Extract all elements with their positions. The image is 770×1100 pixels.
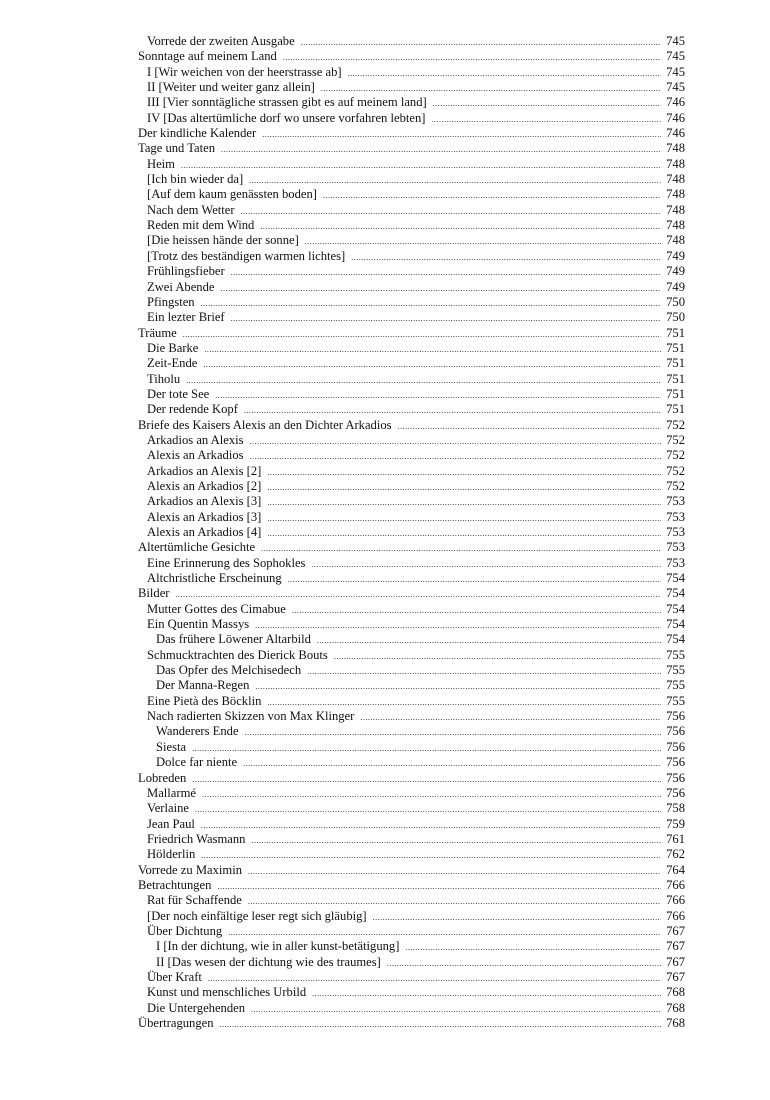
dot-leader (360, 710, 661, 724)
toc-entry (138, 893, 685, 908)
toc-entry-page-number: 745 (666, 64, 685, 79)
toc-entry (138, 111, 685, 126)
toc-entry (138, 218, 685, 233)
toc-entry-title: Zeit-Ende (147, 356, 198, 371)
dot-leader (250, 434, 661, 448)
dot-leader (186, 373, 661, 387)
toc-entry-page-number: 752 (666, 448, 685, 463)
toc-entry-page-number: 751 (666, 386, 685, 401)
toc-entry (138, 571, 685, 586)
toc-entry (138, 464, 685, 479)
toc-entry-page-number: 768 (666, 1016, 685, 1030)
toc-entry-page-number: 753 (666, 509, 685, 524)
toc-entry-title: Arkadios an Alexis [3] (147, 494, 262, 509)
toc-entry-page-number: 748 (666, 202, 685, 217)
dot-leader (195, 802, 661, 816)
toc-entry (138, 249, 685, 264)
toc-entry-title: IV [Das altertümliche dorf wo unsere vorfahren lebten] (147, 110, 426, 125)
toc-entry (138, 49, 685, 64)
toc-entry (138, 494, 685, 509)
dot-leader (221, 281, 662, 295)
toc-entry (138, 1016, 685, 1031)
dot-leader (192, 741, 661, 755)
toc-entry-title: Kunst und menschliches Urbild (147, 985, 307, 1000)
toc-entry (138, 295, 685, 310)
toc-entry (138, 126, 685, 141)
toc-entry-page-number: 751 (666, 356, 685, 371)
dot-leader (249, 173, 661, 187)
dot-leader (262, 127, 661, 141)
toc-entry-title: Eine Erinnerung des Sophokles (147, 555, 306, 570)
toc-entry (138, 786, 685, 801)
toc-entry (138, 586, 685, 601)
toc-entry-title: Der tote See (147, 386, 210, 401)
toc-entry (138, 817, 685, 832)
toc-entry-page-number: 756 (666, 770, 685, 785)
toc-entry-page-number: 753 (666, 540, 685, 555)
toc-entry-page-number: 755 (666, 693, 685, 708)
toc-entry (138, 80, 685, 95)
toc-entry-page-number: 748 (666, 218, 685, 233)
toc-entry-title: Der Manna-Regen (156, 678, 250, 693)
toc-entry-title: Alexis an Arkadios [3] (147, 509, 262, 524)
dot-leader (267, 695, 661, 709)
toc-entry (138, 678, 685, 693)
toc-entry (138, 771, 685, 786)
toc-entry-title: Alexis an Arkadios (147, 448, 244, 463)
toc-entry-title: Pfingsten (147, 294, 195, 309)
toc-entry (138, 909, 685, 924)
toc-entry-title: [Ich bin wieder da] (147, 172, 244, 187)
toc-entry-page-number: 746 (666, 126, 685, 141)
dot-leader (245, 725, 661, 739)
dot-leader (251, 1002, 661, 1016)
toc-entry-page-number: 767 (666, 923, 685, 938)
dot-leader (175, 587, 661, 601)
toc-entry-title: Briefe des Kaisers Alexis an den Dichter Arkadios (138, 417, 392, 432)
toc-entry-page-number: 746 (666, 95, 685, 110)
toc-entry-page-number: 756 (666, 785, 685, 800)
toc-entry (138, 187, 685, 202)
dot-leader (292, 603, 661, 617)
toc-entry-title: Jean Paul (147, 816, 195, 831)
toc-entry (138, 264, 685, 279)
dot-leader (251, 833, 661, 847)
toc-entry-page-number: 754 (666, 632, 685, 647)
toc-entry-page-number: 754 (666, 571, 685, 586)
toc-entry (138, 203, 685, 218)
dot-leader (323, 188, 661, 202)
dot-leader (267, 465, 661, 479)
toc-entry-title: [Trotz des beständigen warmen lichtes] (147, 248, 346, 263)
toc-entry-page-number: 748 (666, 141, 685, 156)
toc-entry-page-number: 745 (666, 80, 685, 95)
toc-entry-page-number: 766 (666, 893, 685, 908)
toc-entry-page-number: 752 (666, 417, 685, 432)
toc-entry-page-number: 764 (666, 862, 685, 877)
toc-entry (138, 310, 685, 325)
dot-leader (398, 419, 661, 433)
toc-entry-page-number: 750 (666, 310, 685, 325)
toc-entry-title: Dolce far niente (156, 755, 238, 770)
toc-entry-page-number: 756 (666, 755, 685, 770)
toc-entry-title: Über Dichtung (147, 923, 223, 938)
toc-entry-page-number: 756 (666, 739, 685, 754)
toc-entry-title: III [Vier sonntägliche strassen gibt es auf meinem land] (147, 95, 427, 110)
toc-entry-page-number: 746 (666, 110, 685, 125)
toc-entry-page-number: 748 (666, 187, 685, 202)
toc-entry-page-number: 767 (666, 954, 685, 969)
toc-entry (138, 740, 685, 755)
toc-entry-title: [Die heissen hände der sonne] (147, 233, 299, 248)
dot-leader (203, 357, 661, 371)
toc-entry (138, 847, 685, 862)
toc-entry (138, 448, 685, 463)
dot-leader (307, 664, 661, 678)
toc-entry-page-number: 748 (666, 233, 685, 248)
toc-entry-title: Heim (147, 156, 175, 171)
toc-entry-title: Tiholu (147, 371, 181, 386)
dot-leader (255, 618, 661, 632)
dot-leader (351, 250, 661, 264)
dot-leader (243, 756, 661, 770)
toc-entry-title: Altertümliche Gesichte (138, 540, 256, 555)
dot-leader (321, 81, 661, 95)
toc-entry-title: Sonntage auf meinem Land (138, 49, 277, 64)
toc-entry-title: Eine Pietà des Böcklin (147, 693, 262, 708)
toc-entry-page-number: 748 (666, 156, 685, 171)
toc-entry-page-number: 755 (666, 663, 685, 678)
dot-leader (387, 956, 661, 970)
toc-entry-page-number: 752 (666, 463, 685, 478)
toc-entry (138, 709, 685, 724)
toc-entry-page-number: 766 (666, 908, 685, 923)
dot-leader (267, 511, 661, 525)
toc-entry-title: I [Wir weichen von der heerstrasse ab] (147, 64, 342, 79)
toc-entry-page-number: 759 (666, 816, 685, 831)
dot-leader (267, 480, 661, 494)
dot-leader (261, 541, 661, 555)
toc-entry-title: Bilder (138, 586, 170, 601)
toc-entry (138, 387, 685, 402)
dot-leader (260, 219, 661, 233)
toc-entry (138, 157, 685, 172)
toc-entry-title: Verlaine (147, 801, 189, 816)
toc-entry-title: Alexis an Arkadios [4] (147, 525, 262, 539)
toc-entry-title: Vorrede zu Maximin (138, 862, 242, 877)
toc-entry-title: [Der noch einfältige leser regt sich gläubig] (147, 908, 367, 923)
toc-entry-page-number: 751 (666, 371, 685, 386)
toc-entry-page-number: 751 (666, 402, 685, 417)
toc-entry-title: Siesta (156, 739, 187, 754)
toc-entry-page-number: 749 (666, 264, 685, 279)
table-of-contents (138, 34, 685, 1031)
dot-leader (201, 296, 661, 310)
toc-entry-title: Die Untergehenden (147, 1000, 246, 1015)
dot-leader (208, 971, 661, 985)
toc-entry-page-number: 766 (666, 877, 685, 892)
toc-entry-page-number: 752 (666, 478, 685, 493)
dot-leader (267, 495, 661, 509)
toc-entry-title: II [Das wesen der dichtung wie des traumes] (156, 954, 381, 969)
toc-entry-title: Wanderers Ende (156, 724, 239, 739)
toc-entry-page-number: 762 (666, 847, 685, 862)
toc-entry-title: Vorrede der zweiten Ausgabe (147, 34, 295, 48)
dot-leader (311, 557, 661, 571)
dot-leader (348, 66, 661, 80)
toc-entry (138, 724, 685, 739)
toc-entry-title: Alexis an Arkadios [2] (147, 478, 262, 493)
toc-entry (138, 985, 685, 1000)
toc-entry-page-number: 756 (666, 709, 685, 724)
toc-entry-title: Ein Quentin Massys (147, 617, 250, 632)
toc-entry-title: I [In der dichtung, wie in aller kunst-betätigung] (156, 939, 400, 954)
toc-entry-page-number: 753 (666, 494, 685, 509)
toc-entry-page-number: 768 (666, 1000, 685, 1015)
dot-leader (405, 940, 661, 954)
toc-entry (138, 95, 685, 110)
toc-entry (138, 1001, 685, 1016)
dot-leader (241, 204, 661, 218)
dot-leader (201, 818, 661, 832)
toc-entry-page-number: 767 (666, 939, 685, 954)
toc-entry-title: Reden mit dem Wind (147, 218, 255, 233)
dot-leader (215, 388, 661, 402)
toc-entry-title: Der redende Kopf (147, 402, 238, 417)
toc-entry-page-number: 751 (666, 340, 685, 355)
toc-entry (138, 939, 685, 954)
toc-entry-title: Zwei Abende (147, 279, 215, 294)
toc-entry-page-number: 761 (666, 831, 685, 846)
toc-entry-page-number: 749 (666, 248, 685, 263)
toc-entry (138, 233, 685, 248)
dot-leader (288, 572, 661, 586)
toc-entry (138, 663, 685, 678)
toc-entry (138, 479, 685, 494)
toc-entry (138, 924, 685, 939)
dot-leader (267, 526, 661, 540)
dot-leader (248, 894, 661, 908)
toc-entry-title: Mutter Gottes des Cimabue (147, 601, 286, 616)
toc-entry-page-number: 753 (666, 525, 685, 539)
toc-entry-page-number: 749 (666, 279, 685, 294)
toc-entry (138, 617, 685, 632)
toc-entry-page-number: 767 (666, 969, 685, 984)
toc-entry (138, 433, 685, 448)
toc-entry-title: II [Weiter und weiter ganz allein] (147, 80, 315, 95)
toc-entry-title: Die Barke (147, 340, 199, 355)
toc-entry-title: Friedrich Wasmann (147, 831, 246, 846)
toc-entry-page-number: 752 (666, 432, 685, 447)
toc-entry (138, 418, 685, 433)
toc-entry-page-number: 755 (666, 647, 685, 662)
toc-entry-page-number: 754 (666, 586, 685, 601)
toc-entry (138, 372, 685, 387)
dot-leader (283, 50, 661, 64)
toc-entry-page-number: 755 (666, 678, 685, 693)
toc-entry-page-number: 745 (666, 49, 685, 64)
toc-entry (138, 863, 685, 878)
toc-entry-title: Übertragungen (138, 1016, 214, 1030)
dot-leader (231, 265, 661, 279)
toc-entry (138, 341, 685, 356)
toc-entry-title: Betrachtungen (138, 877, 212, 892)
dot-leader (192, 772, 661, 786)
toc-entry (138, 955, 685, 970)
toc-entry (138, 402, 685, 417)
dot-leader (301, 35, 661, 49)
toc-entry-page-number: 750 (666, 294, 685, 309)
dot-leader (204, 342, 661, 356)
toc-entry-page-number: 754 (666, 601, 685, 616)
toc-entry-page-number: 748 (666, 172, 685, 187)
toc-entry (138, 602, 685, 617)
toc-entry (138, 970, 685, 985)
toc-entry-title: Frühlingsfieber (147, 264, 225, 279)
dot-leader (217, 879, 661, 893)
toc-entry-page-number: 758 (666, 801, 685, 816)
toc-entry (138, 832, 685, 847)
toc-entry-title: Arkadios an Alexis [2] (147, 463, 262, 478)
toc-entry-page-number: 754 (666, 617, 685, 632)
toc-entry-title: Nach radierten Skizzen von Max Klinger (147, 709, 355, 724)
dot-leader (183, 327, 661, 341)
dot-leader (317, 633, 661, 647)
toc-entry-title: Ein lezter Brief (147, 310, 225, 325)
toc-entry (138, 755, 685, 770)
toc-entry-title: Mallarmé (147, 785, 196, 800)
toc-entry-title: Tage und Taten (138, 141, 216, 156)
dot-leader (201, 848, 661, 862)
dot-leader (433, 96, 661, 110)
dot-leader (220, 1017, 661, 1031)
toc-entry-page-number: 756 (666, 724, 685, 739)
toc-entry-title: Altchristliche Erscheinung (147, 571, 282, 586)
toc-entry (138, 510, 685, 525)
toc-entry (138, 556, 685, 571)
dot-leader (221, 142, 661, 156)
dot-leader (248, 864, 661, 878)
toc-entry-title: Der kindliche Kalender (138, 126, 257, 141)
dot-leader (373, 910, 661, 924)
toc-entry (138, 694, 685, 709)
toc-entry-title: Das frühere Löwener Altarbild (156, 632, 311, 647)
toc-entry-title: [Auf dem kaum genässten boden] (147, 187, 317, 202)
dot-leader (228, 925, 661, 939)
dot-leader (334, 649, 661, 663)
toc-entry (138, 648, 685, 663)
toc-entry (138, 540, 685, 555)
toc-entry (138, 356, 685, 371)
toc-entry-page-number: 751 (666, 325, 685, 340)
toc-entry (138, 172, 685, 187)
dot-leader (244, 403, 661, 417)
toc-entry (138, 326, 685, 341)
toc-entry (138, 34, 685, 49)
toc-entry (138, 525, 685, 540)
dot-leader (231, 311, 661, 325)
dot-leader (312, 986, 661, 1000)
toc-entry (138, 280, 685, 295)
toc-entry-title: Nach dem Wetter (147, 202, 235, 217)
toc-entry-title: Träume (138, 325, 177, 340)
toc-entry-title: Das Opfer des Melchisedech (156, 663, 302, 678)
toc-entry-title: Hölderlin (147, 847, 196, 862)
toc-entry-page-number: 768 (666, 985, 685, 1000)
toc-entry (138, 141, 685, 156)
toc-entry (138, 632, 685, 647)
toc-entry-title: Arkadios an Alexis (147, 432, 244, 447)
toc-entry-title: Rat für Schaffende (147, 893, 242, 908)
dot-leader (181, 158, 661, 172)
toc-entry-title: Schmucktrachten des Dierick Bouts (147, 647, 328, 662)
toc-entry-page-number: 745 (666, 34, 685, 48)
toc-entry (138, 801, 685, 816)
dot-leader (202, 787, 661, 801)
dot-leader (305, 234, 661, 248)
dot-leader (255, 679, 661, 693)
toc-entry (138, 65, 685, 80)
toc-entry-page-number: 753 (666, 555, 685, 570)
toc-entry (138, 878, 685, 893)
toc-entry-title: Lobreden (138, 770, 187, 785)
dot-leader (250, 449, 661, 463)
dot-leader (431, 112, 661, 126)
toc-entry-title: Über Kraft (147, 969, 202, 984)
